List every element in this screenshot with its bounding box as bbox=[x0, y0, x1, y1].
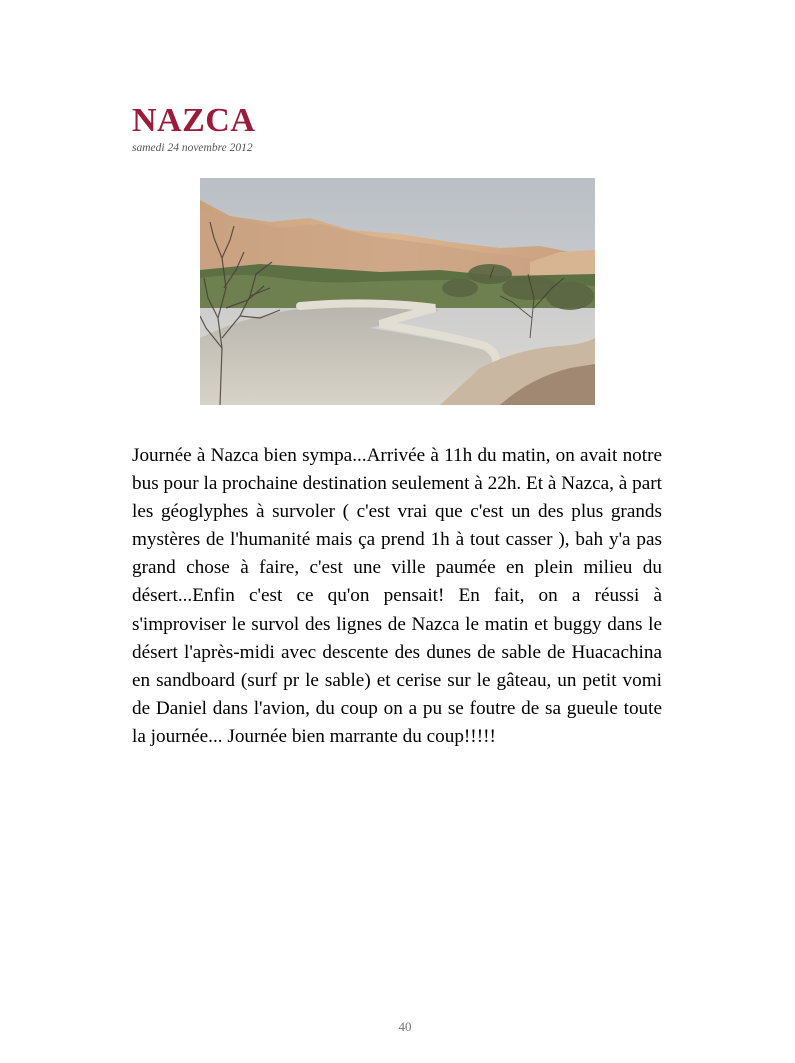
post-body: Journée à Nazca bien sympa...Arrivée à 11h du matin, on avait notre bus pour la prochaine destination seulement à 22h. Et à Nazca, à part les géoglyphes à survoler ( c'est vrai que c'est un des plus grands mystères de l'humanité mais ça prend 1h à tout casser ), bah y'a pas grand chose à faire, c'est une ville paumée en plein milieu du désert...Enfin c'est ce qu'on pensait! En fait, on a réussi à s'improviser le survol des lignes de Nazca le matin et buggy dans le désert l'après-midi avec descente des dunes de sable de Huacachina en sandboard (surf pr le sable) et cerise sur le gâteau, un petit vomi de Daniel dans l'avion, du coup on a pu se foutre de sa gueule toute la journée... Journée bien marrante du coup!!!!! bbox=[132, 445, 662, 747]
page-number: 40 bbox=[398, 1019, 412, 1034]
post-title: NAZCA bbox=[132, 102, 256, 139]
desert-landscape-photo bbox=[200, 178, 595, 405]
post-date: samedi 24 novembre 2012 bbox=[132, 142, 253, 154]
